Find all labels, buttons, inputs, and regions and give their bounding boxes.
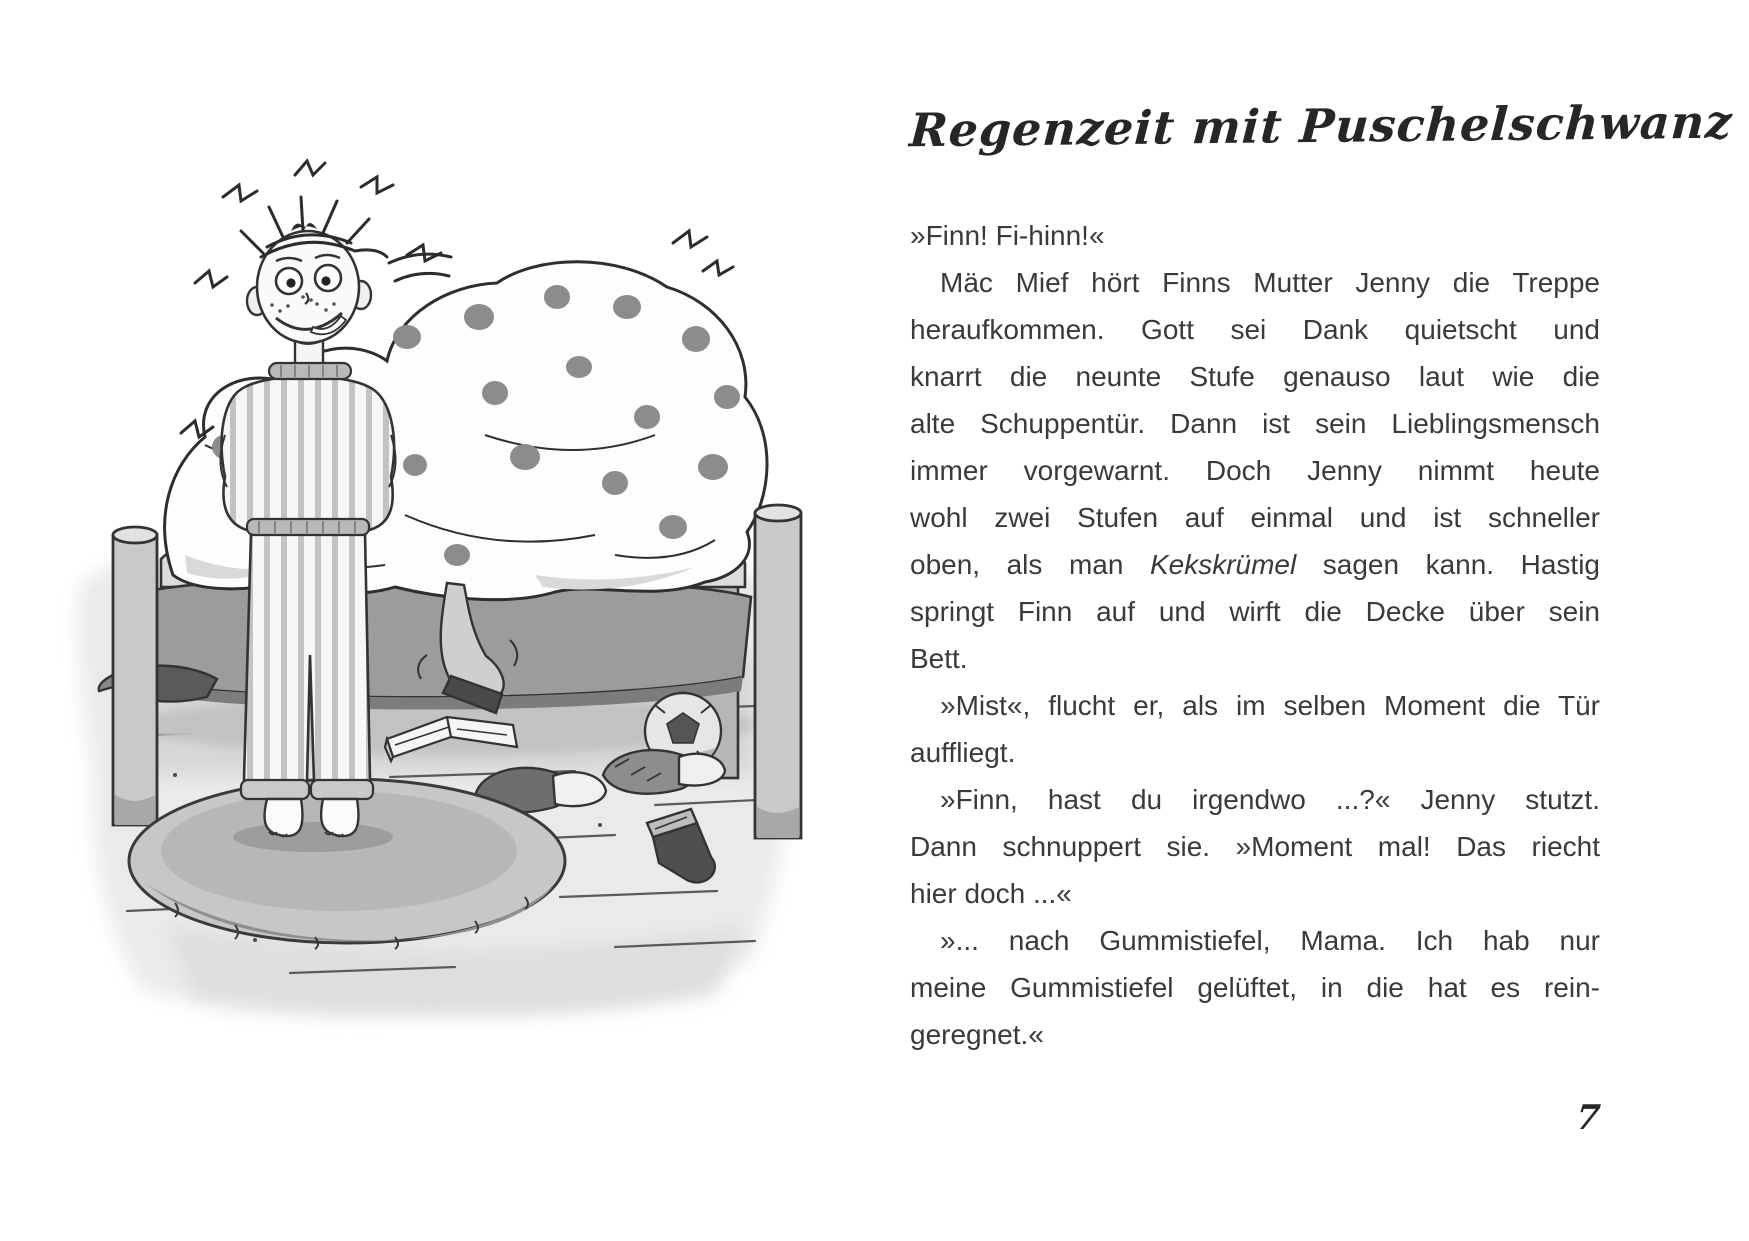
text-line: Dann schnuppert sie. »Moment mal! Das riecht — [910, 831, 1600, 862]
text-line: heraufkommen. Gott sei Dank quietscht und — [910, 314, 1600, 345]
waistband — [247, 519, 369, 535]
right-page — [907, 0, 1735, 1241]
text-line: »... nach Gummistiefel, Mama. Ich hab nur — [940, 925, 1600, 956]
text-line: hier doch ...« — [910, 878, 1072, 909]
pant-cuff-left — [241, 780, 309, 799]
pant-cuff-right — [311, 780, 373, 799]
boy-in-striped-pajamas — [220, 197, 395, 852]
chapter-title: Regenzeit mit Puschelschwanz — [907, 94, 1735, 158]
text-line: wohl zwei Stufen auf einmal und ist schneller — [910, 502, 1600, 533]
text-line: auffliegt. — [910, 737, 1016, 768]
illustration-svg — [55, 135, 805, 1040]
text-line: »Finn! Fi-hinn!« — [910, 220, 1105, 251]
text-line: Bett. — [910, 643, 968, 674]
bed-post-front-left — [113, 527, 157, 825]
text-line: immer vorgewarnt. Doch Jenny nimmt heute — [910, 455, 1600, 486]
text-line: springt Finn auf und wirft die Decke über sein — [910, 596, 1600, 627]
pajama-pants — [244, 533, 370, 798]
pajama-top — [222, 377, 394, 532]
text-line: oben, als man Kekskrümel sagen kann. Hastig — [910, 549, 1600, 580]
page-number: 7 — [1574, 1098, 1603, 1138]
boy-shadow — [233, 822, 393, 852]
storybook-illustration — [55, 135, 805, 1040]
text-line: knarrt die neunte Stufe genauso laut wie die — [910, 361, 1600, 392]
text-line: meine Gummistiefel gelüftet, in die hat es rein- — [910, 972, 1600, 1003]
boy-head — [241, 197, 387, 344]
body-text — [910, 212, 1600, 1058]
bed-post-front-right — [755, 505, 801, 838]
text-line: »Mist«, flucht er, als im selben Moment die Tür — [940, 690, 1600, 721]
text-line: Mäc Mief hört Finns Mutter Jenny die Treppe — [940, 267, 1600, 298]
text-line: alte Schuppentür. Dann ist sein Lieblingsmensch — [910, 408, 1600, 439]
text-line: »Finn, hast du irgendwo ...?« Jenny stutzt. — [940, 784, 1600, 815]
text-line: geregnet.« — [910, 1019, 1044, 1050]
